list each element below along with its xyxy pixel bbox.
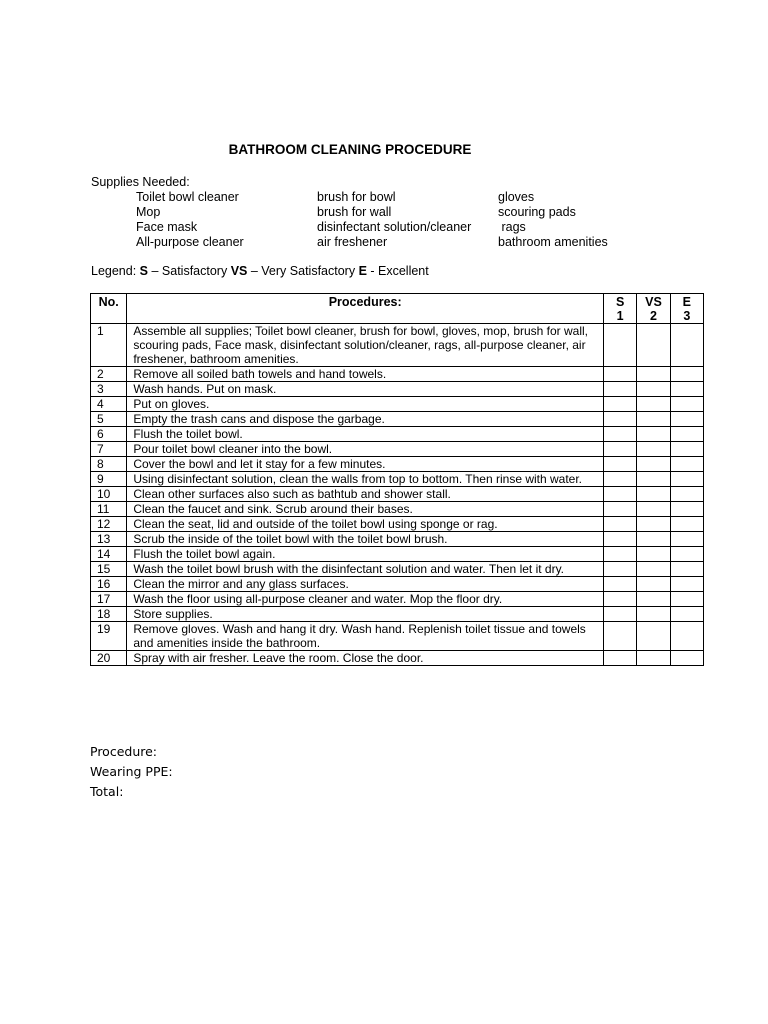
table-row	[91, 607, 704, 622]
header-s-label: S	[615, 295, 625, 309]
rating-cell-s[interactable]	[604, 622, 637, 651]
rating-cell-s[interactable]	[604, 397, 637, 412]
rating-cell-e[interactable]	[670, 487, 703, 502]
rating-cell-vs[interactable]	[637, 442, 670, 457]
legend	[91, 264, 429, 278]
header-vs-label: VS	[645, 295, 662, 309]
procedure-table	[90, 293, 704, 666]
row-procedure: Wash hands. Put on mask.	[127, 382, 604, 397]
rating-cell-e[interactable]	[670, 412, 703, 427]
header-no: No.	[91, 294, 127, 324]
row-procedure: Clean other surfaces also such as bathtub and shower stall.	[127, 487, 604, 502]
table-row	[91, 487, 704, 502]
supplies-list	[91, 190, 678, 250]
rating-cell-e[interactable]	[670, 651, 703, 666]
rating-cell-e[interactable]	[670, 592, 703, 607]
row-number: 4	[91, 397, 127, 412]
row-number: 9	[91, 472, 127, 487]
row-number: 18	[91, 607, 127, 622]
rating-cell-e[interactable]	[670, 324, 703, 367]
table-row	[91, 457, 704, 472]
header-e	[670, 294, 703, 324]
rating-cell-e[interactable]	[670, 382, 703, 397]
table-row	[91, 442, 704, 457]
row-procedure: Assemble all supplies; Toilet bowl cleaner, brush for bowl, gloves, mop, brush for wall, scouring pads, Face mask, disinfectant solution/cleaner, rags, all-purpose cleaner, air freshener, bathroom amenities.	[127, 324, 604, 367]
header-e-score: 3	[683, 309, 691, 323]
table-row	[91, 532, 704, 547]
legend-key-e: E	[358, 264, 367, 278]
supply-item: bathroom amenities	[498, 235, 608, 249]
rating-cell-s[interactable]	[604, 607, 637, 622]
row-procedure: Clean the mirror and any glass surfaces.	[127, 577, 604, 592]
rating-cell-vs[interactable]	[637, 592, 670, 607]
supply-item: Toilet bowl cleaner	[136, 190, 239, 204]
row-procedure: Pour toilet bowl cleaner into the bowl.	[127, 442, 604, 457]
row-number: 11	[91, 502, 127, 517]
row-procedure: Remove gloves. Wash and hang it dry. Wash hand. Replenish toilet tissue and towels and amenities inside the bathroom.	[127, 622, 604, 651]
rating-cell-e[interactable]	[670, 577, 703, 592]
row-procedure: Spray with air fresher. Leave the room. Close the door.	[127, 651, 604, 666]
rating-cell-e[interactable]	[670, 517, 703, 532]
row-procedure: Clean the faucet and sink. Scrub around their bases.	[127, 502, 604, 517]
row-number: 13	[91, 532, 127, 547]
rating-cell-s[interactable]	[604, 457, 637, 472]
supply-item: Mop	[136, 205, 161, 219]
supply-item: brush for wall	[317, 205, 392, 219]
table-row	[91, 502, 704, 517]
table-row	[91, 651, 704, 666]
rating-cell-e[interactable]	[670, 502, 703, 517]
table-row	[91, 382, 704, 397]
row-number: 5	[91, 412, 127, 427]
rating-cell-vs[interactable]	[637, 607, 670, 622]
rating-cell-s[interactable]	[604, 651, 637, 666]
rating-cell-s[interactable]	[604, 427, 637, 442]
rating-cell-e[interactable]	[670, 397, 703, 412]
table-row	[91, 397, 704, 412]
rating-cell-s[interactable]	[604, 472, 637, 487]
wearing-ppe-score-label: Wearing PPE:	[90, 764, 173, 779]
table-row	[91, 412, 704, 427]
row-number: 10	[91, 487, 127, 502]
supply-item: disinfectant solution/cleaner	[317, 220, 472, 234]
row-number: 6	[91, 427, 127, 442]
row-procedure: Empty the trash cans and dispose the garbage.	[127, 412, 604, 427]
legend-prefix: Legend:	[91, 264, 140, 278]
row-number: 2	[91, 367, 127, 382]
table-header-row	[91, 294, 704, 324]
rating-cell-e[interactable]	[670, 562, 703, 577]
legend-key-vs: VS	[230, 264, 248, 278]
total-score-label: Total:	[90, 784, 124, 799]
table-row	[91, 562, 704, 577]
supplies-label: Supplies Needed:	[91, 175, 190, 189]
rating-cell-s[interactable]	[604, 592, 637, 607]
rating-cell-s[interactable]	[604, 412, 637, 427]
header-vs-score: 2	[649, 309, 657, 323]
supply-item: rags	[498, 220, 526, 234]
rating-cell-e[interactable]	[670, 532, 703, 547]
rating-cell-vs[interactable]	[637, 382, 670, 397]
row-number: 20	[91, 651, 127, 666]
header-vs	[637, 294, 670, 324]
table-row	[91, 547, 704, 562]
row-number: 15	[91, 562, 127, 577]
header-e-label: E	[682, 295, 691, 309]
rating-cell-vs[interactable]	[637, 532, 670, 547]
rating-cell-vs[interactable]	[637, 397, 670, 412]
row-procedure: Put on gloves.	[127, 397, 604, 412]
legend-key-s: S	[139, 264, 149, 278]
table-row	[91, 367, 704, 382]
rating-cell-e[interactable]	[670, 472, 703, 487]
supply-item: brush for bowl	[317, 190, 396, 204]
rating-cell-s[interactable]	[604, 517, 637, 532]
row-number: 7	[91, 442, 127, 457]
row-number: 16	[91, 577, 127, 592]
rating-cell-vs[interactable]	[637, 562, 670, 577]
rating-cell-e[interactable]	[670, 367, 703, 382]
table-row	[91, 427, 704, 442]
row-number: 3	[91, 382, 127, 397]
row-number: 1	[91, 324, 127, 367]
row-procedure: Wash the toilet bowl brush with the disinfectant solution and water. Then let it dry.	[127, 562, 604, 577]
row-procedure: Wash the floor using all-purpose cleaner and water. Mop the floor dry.	[127, 592, 604, 607]
rating-cell-e[interactable]	[670, 622, 703, 651]
row-number: 19	[91, 622, 127, 651]
rating-cell-e[interactable]	[670, 427, 703, 442]
supply-item: All-purpose cleaner	[136, 235, 244, 249]
rating-cell-s[interactable]	[604, 532, 637, 547]
procedure-score-label: Procedure:	[90, 744, 158, 759]
table-row	[91, 577, 704, 592]
rating-cell-vs[interactable]	[637, 502, 670, 517]
rating-cell-vs[interactable]	[637, 517, 670, 532]
rating-cell-e[interactable]	[670, 607, 703, 622]
rating-cell-s[interactable]	[604, 324, 637, 367]
table-row	[91, 324, 704, 367]
score-summary	[90, 742, 173, 802]
supply-item: scouring pads	[498, 205, 576, 219]
supply-item: gloves	[498, 190, 535, 204]
document-title: BATHROOM CLEANING PROCEDURE	[228, 142, 472, 157]
rating-cell-s[interactable]	[604, 367, 637, 382]
rating-cell-vs[interactable]	[637, 367, 670, 382]
rating-cell-s[interactable]	[604, 577, 637, 592]
rating-cell-s[interactable]	[604, 487, 637, 502]
row-procedure: Using disinfectant solution, clean the walls from top to bottom. Then rinse with water.	[127, 472, 604, 487]
table-row	[91, 592, 704, 607]
rating-cell-s[interactable]	[604, 502, 637, 517]
rating-cell-vs[interactable]	[637, 651, 670, 666]
row-procedure: Remove all soiled bath towels and hand towels.	[127, 367, 604, 382]
supply-item: air freshener	[317, 235, 388, 249]
header-procedures: Procedures:	[127, 294, 604, 324]
table-row	[91, 622, 704, 651]
legend-text-e: - Excellent	[366, 264, 429, 278]
rating-cell-s[interactable]	[604, 562, 637, 577]
header-s	[604, 294, 637, 324]
rating-cell-e[interactable]	[670, 457, 703, 472]
row-procedure: Clean the seat, lid and outside of the toilet bowl using sponge or rag.	[127, 517, 604, 532]
rating-cell-e[interactable]	[670, 547, 703, 562]
row-procedure: Cover the bowl and let it stay for a few minutes.	[127, 457, 604, 472]
supply-item: Face mask	[136, 220, 198, 234]
row-number: 12	[91, 517, 127, 532]
legend-text-s: – Satisfactory	[148, 264, 231, 278]
table-row	[91, 517, 704, 532]
row-number: 14	[91, 547, 127, 562]
legend-text-vs: – Very Satisfactory	[247, 264, 359, 278]
procedure-rows	[91, 324, 704, 666]
table-row	[91, 472, 704, 487]
row-procedure: Flush the toilet bowl again.	[127, 547, 604, 562]
row-procedure: Flush the toilet bowl.	[127, 427, 604, 442]
rating-cell-vs[interactable]	[637, 324, 670, 367]
rating-cell-vs[interactable]	[637, 472, 670, 487]
rating-cell-vs[interactable]	[637, 487, 670, 502]
row-procedure: Scrub the inside of the toilet bowl with the toilet bowl brush.	[127, 532, 604, 547]
row-number: 8	[91, 457, 127, 472]
rating-cell-vs[interactable]	[637, 457, 670, 472]
header-s-score: 1	[616, 309, 624, 323]
rating-cell-s[interactable]	[604, 382, 637, 397]
rating-cell-s[interactable]	[604, 442, 637, 457]
rating-cell-vs[interactable]	[637, 547, 670, 562]
rating-cell-vs[interactable]	[637, 577, 670, 592]
rating-cell-vs[interactable]	[637, 622, 670, 651]
row-procedure: Store supplies.	[127, 607, 604, 622]
rating-cell-s[interactable]	[604, 547, 637, 562]
rating-cell-e[interactable]	[670, 442, 703, 457]
row-number: 17	[91, 592, 127, 607]
rating-cell-vs[interactable]	[637, 427, 670, 442]
rating-cell-vs[interactable]	[637, 412, 670, 427]
